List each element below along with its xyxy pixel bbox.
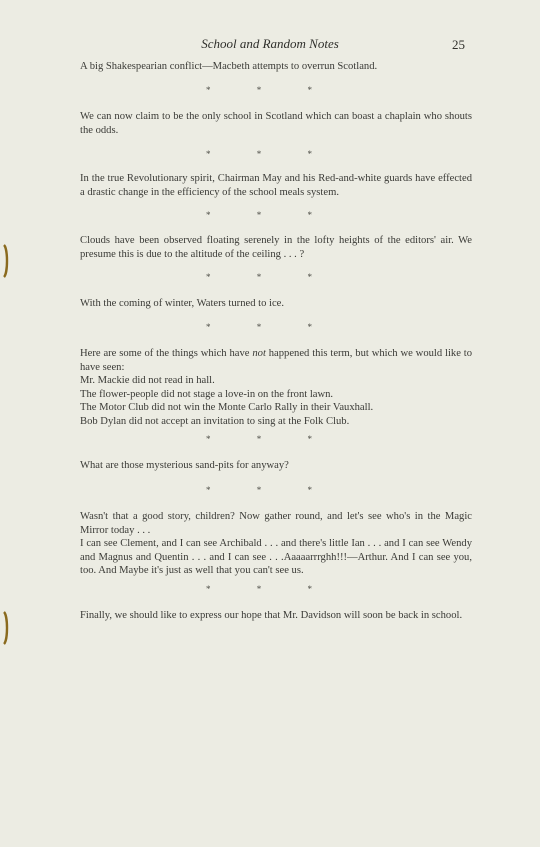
note-macbeth: A big Shakespearian conflict—Macbeth attempts to overrun Scotland. xyxy=(80,61,378,72)
margin-bracket-mark xyxy=(3,243,10,279)
note-waters: With the coming of winter, Waters turned to ice. xyxy=(80,298,285,309)
list-item: The Motor Club did not win the Monte Carlo Rally in their Vauxhall. xyxy=(80,402,374,414)
separator: * * * xyxy=(206,210,334,220)
page-number: 25 xyxy=(452,37,465,52)
note-school-meals: In the true Revolutionary spirit, Chairman May and his Red-and-white guards have effected a drastic change in the efficiency of the school meals system. xyxy=(80,173,472,198)
magic-mirror-paragraph-1: Wasn't that a good story, children? Now gather round, and let's see who's in the Magic Mirror today . . . xyxy=(80,511,472,536)
note-chaplain: We can now claim to be the only school in Scotland which can boast a chaplain who shouts the odds. xyxy=(80,111,472,136)
list-item: Bob Dylan did not accept an invitation to sing at the Folk Club. xyxy=(80,415,350,427)
running-title: School and Random Notes xyxy=(201,36,339,51)
note-clouds: Clouds have been observed floating serenely in the lofty heights of the editors' air. We presume this is due to the altitude of the ceiling . . . ? xyxy=(80,235,472,260)
not-happened-intro: Here are some of the things which have not happened this term, but which we would like to have seen: xyxy=(80,348,473,373)
separator: * * * xyxy=(206,85,334,95)
separator: * * * xyxy=(206,322,334,332)
list-item: The flower-people did not stage a love-in on the front lawn. xyxy=(80,388,334,400)
note-not-happened xyxy=(80,347,472,429)
separator: * * * xyxy=(206,149,334,159)
separator: * * * xyxy=(206,272,334,282)
note-sand-pits: What are those mysterious sand-pits for anyway? xyxy=(80,460,289,471)
list-item: Mr. Mackie did not read in hall. xyxy=(80,375,215,387)
separator: * * * xyxy=(206,434,334,444)
margin-bracket-mark xyxy=(3,610,10,646)
magic-mirror-paragraph-2: I can see Clement, and I can see Archibald . . . and there's little Ian . . . and I can see Wendy and Magnus and Quentin . . . and I can see . . .Aaaaarrrghh!!!—Arthur. And I can see you, too. And Maybe it's just as well that you can't see us. xyxy=(80,538,472,577)
note-davidson: Finally, we should like to express our hope that Mr. Davidson will soon be back in school. xyxy=(80,610,463,621)
separator: * * * xyxy=(206,485,334,495)
emphasis-not: not xyxy=(252,348,266,359)
separator: * * * xyxy=(206,584,334,594)
note-magic-mirror xyxy=(80,510,472,578)
